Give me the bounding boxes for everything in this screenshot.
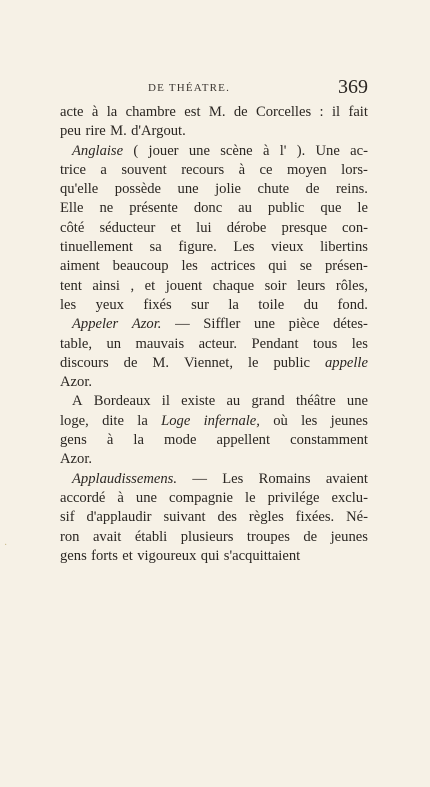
word: présente [129, 200, 178, 217]
word: Les [233, 239, 255, 256]
text-line [60, 392, 368, 411]
word: des [217, 509, 237, 526]
word: M. [152, 354, 170, 371]
word: s'acquittaient [223, 547, 301, 564]
word: qu'elle [60, 181, 99, 198]
word: Appeler [72, 316, 119, 333]
word: dite [102, 412, 124, 429]
word: se [299, 258, 313, 275]
word: ron [60, 528, 80, 545]
word: fait [348, 104, 368, 120]
word: sa [149, 239, 162, 256]
page-header [60, 78, 368, 102]
text-line [60, 161, 368, 180]
body-text [60, 103, 368, 566]
text-line [60, 296, 368, 315]
text-line [60, 142, 368, 161]
word: qui [200, 547, 220, 564]
word: infernale, [203, 412, 260, 429]
word: acteur. [198, 335, 238, 352]
word: trice [60, 161, 86, 178]
word: possède [114, 181, 162, 198]
text-line [60, 528, 368, 547]
word: grand [251, 393, 285, 410]
word: chambre [125, 104, 176, 120]
text-line [60, 315, 368, 334]
word: table, [60, 335, 93, 352]
word: Loge [161, 412, 191, 429]
word: mode [164, 432, 197, 449]
word: ce [259, 161, 273, 178]
word: jolie [215, 181, 242, 198]
word: le [357, 200, 368, 217]
text-line [60, 547, 368, 566]
text-line [60, 219, 368, 238]
running-title: DE THÉATRE. [148, 82, 231, 94]
word: à [106, 432, 114, 449]
word: con- [342, 219, 368, 236]
word: accordé [60, 489, 106, 506]
word: tinuellement [60, 239, 133, 256]
word: Azor. [60, 451, 93, 468]
word: moyen [286, 161, 327, 178]
word: M. [110, 123, 127, 140]
word: Né- [346, 509, 368, 526]
word: Elle [60, 200, 84, 217]
word: Une [315, 142, 340, 159]
word: détes- [333, 316, 368, 333]
text-line [60, 470, 368, 489]
word: appelle [324, 354, 368, 371]
text-line [60, 122, 368, 141]
word: ). [296, 142, 306, 159]
word: chaque [212, 277, 255, 294]
word: règles [248, 509, 284, 526]
word: yeux [95, 296, 124, 313]
word: leurs [296, 277, 326, 294]
word: une [177, 181, 199, 198]
word: vigoureux [137, 547, 197, 564]
word: à [238, 161, 246, 178]
word: côté [60, 219, 85, 236]
word: et [170, 219, 182, 236]
word: scène [220, 142, 253, 159]
text-line [60, 508, 368, 527]
word: ainsi [92, 277, 120, 294]
word: Anglaise [72, 142, 124, 159]
word: chute [257, 181, 290, 198]
word: reins. [335, 181, 368, 198]
word: de [303, 528, 318, 545]
word: d'Argout. [131, 123, 186, 140]
text-line [60, 180, 368, 199]
word: le [245, 489, 256, 506]
word: établi [134, 528, 168, 545]
text-line [60, 412, 368, 431]
word: M. [208, 104, 226, 120]
word: les [301, 412, 318, 429]
word: sif [60, 509, 75, 526]
word: public [267, 200, 305, 217]
word: les [60, 296, 77, 313]
word: de [233, 104, 248, 120]
word: recours [181, 161, 225, 178]
word: Les [222, 470, 244, 487]
word: à [117, 489, 124, 506]
word: Viennet, [184, 354, 233, 371]
word: une [135, 489, 157, 506]
word: la [137, 412, 148, 429]
word: d'applaudir [86, 509, 152, 526]
text-line [60, 450, 368, 469]
word: Bordeaux [93, 393, 151, 410]
word: constamment [290, 432, 368, 449]
word: les [181, 258, 198, 275]
word: toile [258, 296, 285, 313]
text-line [60, 354, 368, 373]
word: Romains [258, 470, 311, 487]
word: peu [60, 123, 82, 140]
word: tous [312, 335, 338, 352]
text-line [60, 373, 368, 392]
text-line [60, 277, 368, 296]
word: gens [60, 547, 87, 564]
word: du [303, 296, 319, 313]
page-number: 369 [338, 76, 368, 98]
word: théâtre [295, 393, 336, 410]
word: que [320, 200, 342, 217]
word: Corcelles [256, 104, 312, 120]
word: aiment [60, 258, 100, 275]
word: à [91, 104, 99, 120]
margin-speck: · [4, 540, 8, 551]
word: une [188, 142, 210, 159]
word: avaient [325, 470, 368, 487]
word: fond. [337, 296, 368, 313]
word: vieux [271, 239, 304, 256]
word: rôles, [335, 277, 368, 294]
word: les [351, 335, 368, 352]
word: un [106, 335, 122, 352]
word: suivant [163, 509, 206, 526]
word: et [144, 277, 156, 294]
word: discours [60, 354, 109, 371]
word: le [247, 354, 259, 371]
word: — [192, 470, 207, 487]
word: tent [60, 277, 82, 294]
text-line [60, 238, 368, 257]
word: a [100, 161, 107, 178]
word: appellent [216, 432, 271, 449]
word: presque [281, 219, 327, 236]
word: dérobe [226, 219, 267, 236]
word: privilége [267, 489, 320, 506]
word: forts [91, 547, 118, 564]
word: jouer [148, 142, 179, 159]
text-line [60, 489, 368, 508]
word: acte [60, 104, 84, 120]
word: exclu- [331, 489, 368, 506]
word: donc [193, 200, 223, 217]
word: ne [99, 200, 114, 217]
word: séducteur [99, 219, 156, 236]
word: présen- [324, 258, 368, 275]
word: et [122, 547, 133, 564]
word: lors- [341, 161, 368, 178]
word: fixés [143, 296, 172, 313]
word: Azor. [60, 374, 93, 391]
word: jeunes [330, 528, 368, 545]
word: il [161, 393, 170, 410]
word: fixées. [295, 509, 335, 526]
word: une [346, 393, 368, 410]
word: qui [268, 258, 287, 275]
word: de [305, 181, 320, 198]
word: ( [133, 142, 139, 159]
word: Pendant [251, 335, 299, 352]
word: où [273, 412, 288, 429]
text-line [60, 103, 368, 122]
word: Applaudissemens. [72, 470, 177, 487]
word: A [72, 393, 83, 410]
word: gens [60, 432, 87, 449]
word: jeunes [330, 412, 368, 429]
word: ac- [350, 142, 368, 159]
word: soir [264, 277, 287, 294]
word: : [319, 104, 324, 120]
word: la [106, 104, 118, 120]
word: troupes [246, 528, 290, 545]
text-line [60, 257, 368, 276]
word: jouent [165, 277, 203, 294]
word: figure. [178, 239, 217, 256]
text-line [60, 199, 368, 218]
word: beaucoup [112, 258, 169, 275]
word: loge, [60, 412, 89, 429]
word: existe [181, 393, 216, 410]
word: Siffler [203, 316, 241, 333]
word: compagnie [168, 489, 234, 506]
word: à [262, 142, 270, 159]
word: l' [279, 142, 287, 159]
word: actrices [210, 258, 256, 275]
word: est [184, 104, 201, 120]
word: plusieurs [180, 528, 234, 545]
word: souvent [121, 161, 167, 178]
word: public [273, 354, 310, 371]
word: une [253, 316, 276, 333]
word: Azor. [131, 316, 162, 333]
word: avait [92, 528, 122, 545]
word: au [238, 200, 252, 217]
word: pièce [288, 316, 320, 333]
text-line [60, 431, 368, 450]
word: , [130, 277, 135, 294]
word: mauvais [135, 335, 185, 352]
word: il [331, 104, 341, 120]
word: lui [196, 219, 212, 236]
word: sur [191, 296, 209, 313]
word: la [133, 432, 144, 449]
word: libertins [320, 239, 368, 256]
word: au [226, 393, 241, 410]
word: la [228, 296, 239, 313]
word: de [123, 354, 138, 371]
word: — [175, 316, 190, 333]
word: rire [85, 123, 106, 140]
text-line [60, 335, 368, 354]
